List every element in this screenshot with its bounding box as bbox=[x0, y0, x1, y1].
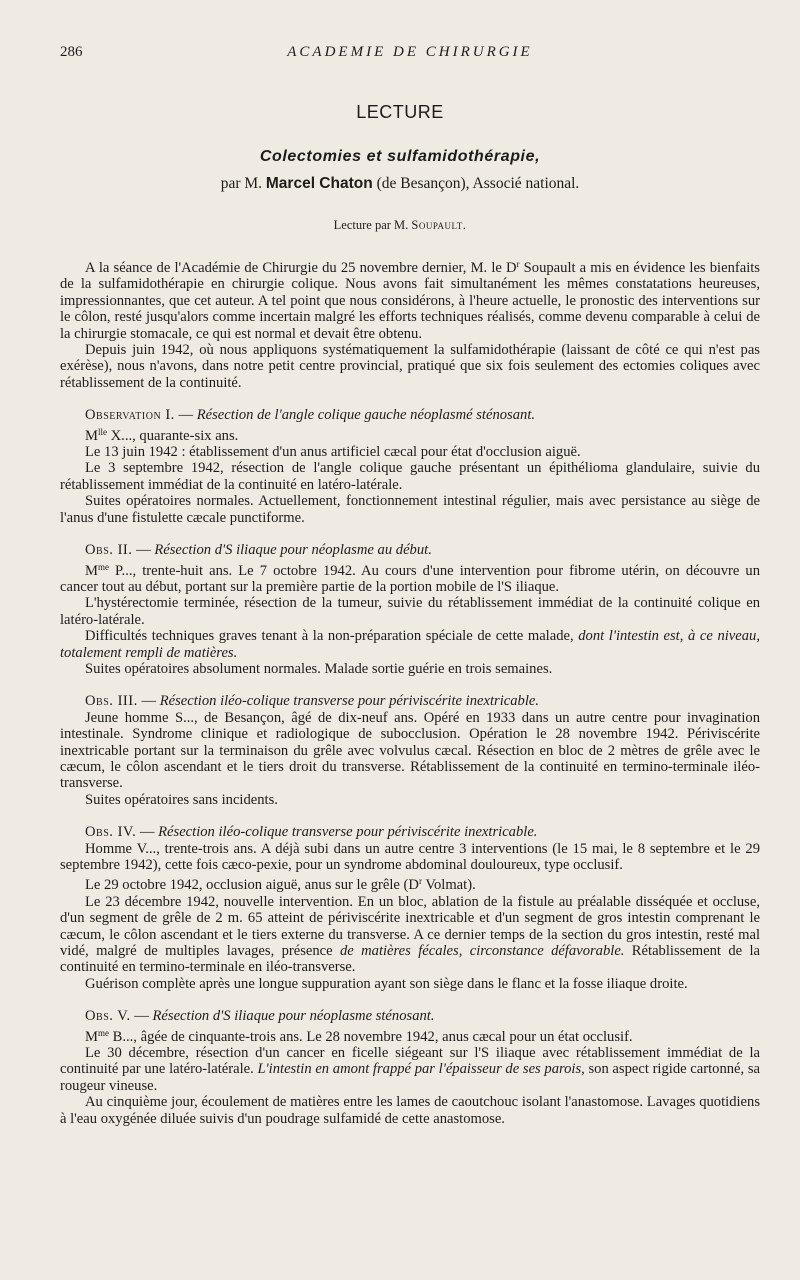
observation-1-paragraph: Le 3 septembre 1942, résection de l'angle colique gauche présentant un épithélioma glandulaire, suivie du rétablissement immédiat de la continuité en latéro-latérale. bbox=[60, 460, 760, 493]
page-number: 286 bbox=[60, 44, 83, 60]
intro-paragraph-1: A la séance de l'Académie de Chirurgie du 25 novembre dernier, M. le $D^r$ Soupault a mis en évidence les bienfaits de la sulfamidothérapie en chirurgie colique. Nous avons fait simultanément les mêmes constatations heureuses, impressionnantes, que cet auteur. A tel point que nous considérons, à l'heure actuelle, le pronostic des interventions sur le côlon, resté jusqu'alors comme incertain malgré les efforts techniques réalisés, comme devenu comparable à celui de la chirurgie stomacale, ce qui est normal et devait être obtenu. bbox=[60, 259, 760, 342]
observation-2-paragraph: L'hystérectomie terminée, résection de la tumeur, suivie du rétablissement immédiat de la continuité colique en latéro-latérale. bbox=[60, 595, 760, 628]
observation-3-heading: Obs. III. — Résection iléo-colique transverse pour périviscérite inextricable. bbox=[85, 693, 540, 710]
observation-2-paragraph: $M^{me}$ P..., trente-huit ans. Le 7 octobre 1942. Au cours d'une intervention pour fibrome utérin, on découvre un cancer tout au début, portant sur la première partie de la portion mobile de l'S iliaque. bbox=[60, 561, 760, 595]
observation-5-paragraph: Au cinquième jour, écoulement de matières entre les lames de caoutchouc isolant l'anastomose. Lavages quotidiens à l'eau oxygénée diluée suivis d'un poudrage sulfamidé de cette anastomose. bbox=[60, 1094, 760, 1127]
reader-prefix: Lecture par M. bbox=[333, 218, 409, 232]
observation-5-heading: Obs. V. — Résection d'S iliaque pour néoplasme sténosant. bbox=[85, 1008, 435, 1025]
observation-1-heading: Observation I. — Résection de l'angle colique gauche néoplasmé sténosant. bbox=[85, 407, 536, 424]
observation-4-paragraph: Homme V..., trente-trois ans. A déjà subi dans un autre centre 3 interventions (le 15 mai, le 8 septembre et le 29 septembre 1942), cette fois cæco-pexie, pour un syndrome abdominal douloureux, type occlusif. bbox=[60, 840, 760, 873]
observation-4-paragraph: Le 23 décembre 1942, nouvelle intervention. En un bloc, ablation de la fistule au préalable disséquée et occluse, d'un segment de grêle de 2 m. 65 atteint de périviscérite inextricable et d'un segment de gros intestin comprenant le cæcum, le côlon ascendant et le tiers externe du transverse. A ce dernier temps de la section du gros intestin, resté mal vidé, malgré de multiples lavages, présence de matières fécales, circonstance défavorable. Rétablissement de la continuité en termino-terminale en iléo-transverse. bbox=[60, 893, 760, 976]
observation-4-paragraph: Guérison complète après une longue suppuration ayant son siège dans le flanc et la fosse iliaque droite. bbox=[85, 975, 688, 992]
intro-paragraph-2: Depuis juin 1942, où nous appliquons systématiquement la sulfamidothérapie (laissant de côté ce qui n'est pas exérèse), nous n'avons, dans notre petit centre provincial, pratiqué que six fois seulement des ectomies coliques avec rétablissement de la continuité. bbox=[60, 342, 760, 391]
byline bbox=[0, 175, 800, 193]
observation-4-paragraph: Le 29 octobre 1942, occlusion aiguë, anus sur le grêle ($D^r$ Volmat). bbox=[85, 876, 476, 894]
author-name: Marcel Chaton bbox=[265, 175, 373, 192]
article-title: Colectomies et sulfamidothérapie, bbox=[259, 148, 541, 165]
observation-2-paragraph: Suites opératoires absolument normales. Malade sortie guérie en trois semaines. bbox=[85, 660, 553, 677]
observation-1-paragraph: Suites opératoires normales. Actuellement, fonctionnement intestinal régulier, mais avec persistance au siège de l'anus d'une fistulette cæcale punctiforme. bbox=[60, 493, 760, 526]
observation-5-paragraph: $M^{me}$ B..., âgée de cinquante-trois ans. Le 28 novembre 1942, anus cæcal pour un état occlusif. bbox=[85, 1027, 633, 1045]
byline-prefix: par M. bbox=[220, 175, 263, 192]
observation-1-paragraph: Le 13 juin 1942 : établissement d'un anus artificiel cæcal pour état d'occlusion aiguë. bbox=[85, 444, 581, 461]
section-heading: LECTURE bbox=[356, 102, 444, 122]
running-header bbox=[60, 44, 760, 66]
article-body bbox=[60, 256, 760, 1127]
reader-name: Soupault. bbox=[411, 218, 467, 232]
journal-title: ACADEMIE DE CHIRURGIE bbox=[287, 44, 533, 60]
observation-1-patient: $M^{lle}$ X..., quarante-six ans. bbox=[85, 426, 239, 444]
observation-5-paragraph: Le 30 décembre, résection d'un cancer en ficelle siégeant sur l'S iliaque avec rétablissement immédiat de la continuité par une latéro-latérale. L'intestin en amont frappé par l'épaisseur de ses parois, son aspect rigide cartonné, sa rougeur vineuse. bbox=[60, 1045, 761, 1094]
observation-3-paragraph: Jeune homme S..., de Besançon, âgé de dix-neuf ans. Opéré en 1933 dans un autre centre pour invagination intestinale. Syndrome clinique et radiologique de subocclusion. Opération le 28 novembre 1942. Périviscérite inextricable portant sur la terminaison du grêle avec volvulus cæcal. Résection en bloc de 2 mètres de grêle avec le cæcum, le côlon ascendant et le tiers droit du transverse. Rétablissement de la continuité en termino-terminale iléo-transverse. bbox=[60, 709, 760, 792]
byline-suffix: (de Besançon), Associé national. bbox=[376, 175, 580, 192]
observation-4-heading: Obs. IV. — Résection iléo-colique transverse pour périviscérite inextricable. bbox=[85, 824, 538, 841]
observation-2-heading: Obs. II. — Résection d'S iliaque pour néoplasme au début. bbox=[85, 542, 432, 559]
observation-2-paragraph: Difficultés techniques graves tenant à la non-préparation spéciale de cette malade, dont l'intestin est, à ce niveau, totalement rempli de matières. bbox=[60, 628, 760, 661]
reader-line bbox=[0, 218, 800, 233]
observation-3-paragraph: Suites opératoires sans incidents. bbox=[85, 791, 278, 808]
